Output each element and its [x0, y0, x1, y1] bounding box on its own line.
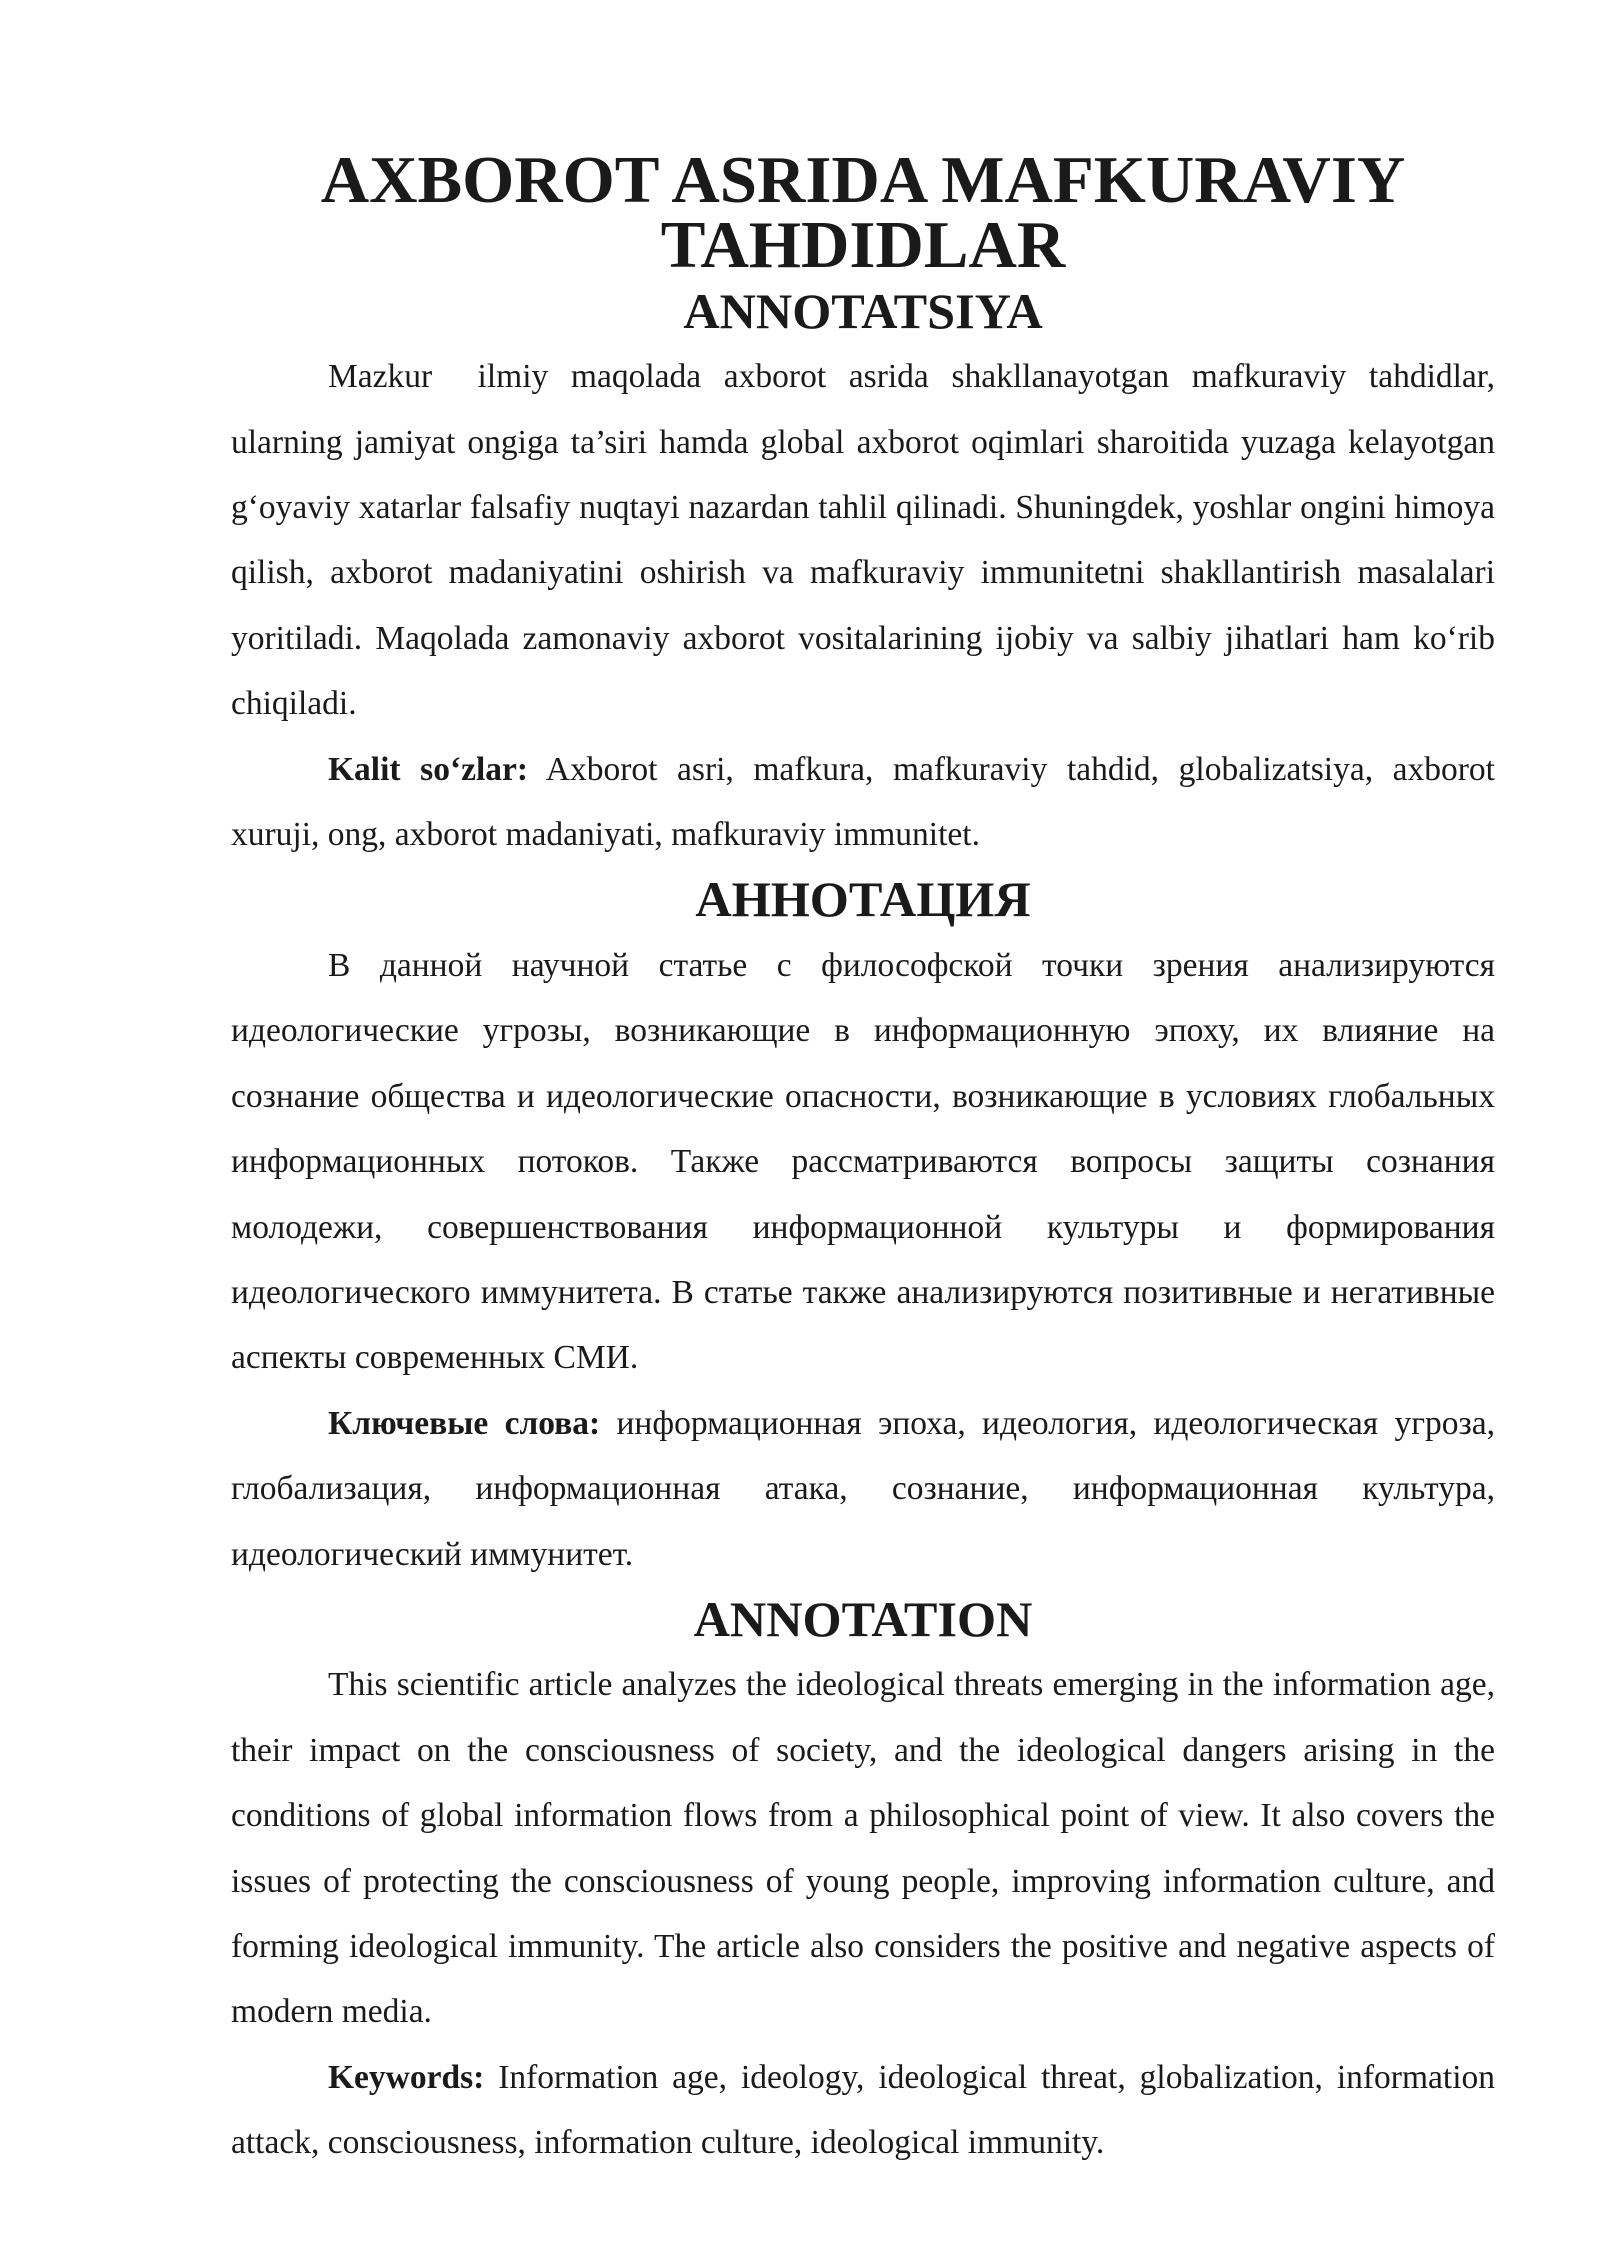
- keywords-label-en: Keywords:: [328, 2058, 485, 2096]
- keywords-text-en: Information age, ideology, ideological threat, globalization, information attack, consciousness, information culture, ideological immunity.: [231, 2058, 1495, 2162]
- keywords-text-ru: информационная эпоха, идеология, идеологическая угроза, глобализация, информационная атака, сознание, информационная культура, идеологический иммунитет.: [231, 1404, 1495, 1573]
- keywords-label-uz: Kalit so‘zlar:: [328, 750, 529, 788]
- keywords-label-ru: Ключевые слова:: [328, 1404, 601, 1442]
- english-annotation-section: [231, 1587, 1495, 2176]
- section-heading-uz: ANNOTATSIYA: [683, 282, 1043, 339]
- russian-annotation-section: [231, 867, 1495, 1586]
- section-heading-en: ANNOTATION: [693, 1590, 1033, 1647]
- abstract-en: This scientific article analyzes the ideological threats emerging in the information age, their impact on the consciousness of society, and the ideological dangers arising in the conditions of global information flows from a philosophical point of view. It also covers the issues of protecting the consciousness of young people, improving information culture, and forming ideological immunity. The article also considers the positive and negative aspects of modern media.: [231, 1666, 1495, 2031]
- keywords-uz: [231, 737, 1495, 868]
- uzbek-annotation-section: [231, 279, 1495, 868]
- keywords-en: [231, 2045, 1495, 2176]
- keywords-text-uz: Axborot asri, mafkura, mafkuraviy tahdid, globalizatsiya, axborot xuruji, ong, axborot madaniyati, mafkuraviy immunitet.: [231, 750, 1495, 854]
- document-page: [231, 143, 1495, 2176]
- abstract-ru: В данной научной статье с философской точки зрения анализируются идеологические угрозы, возникающие в информационную эпоху, их влияние на сознание общества и идеологические опасности, возникающие в условиях глобальных информационных потоков. Также рассматриваются вопросы защиты сознания молодежи, совершенствования информационной культуры и формирования идеологического иммунитета. В статье также анализируются позитивные и негативные аспекты современных СМИ.: [231, 946, 1495, 1377]
- section-heading-ru: АННОТАЦИЯ: [695, 871, 1031, 928]
- document-title: AXBOROT ASRIDA MAFKURAVIY TAHDIDLAR: [320, 143, 1406, 283]
- abstract-uz: Mazkur ilmiy maqolada axborot asrida shakllanayotgan mafkuraviy tahdidlar, ularning jamiyat ongiga ta’siri hamda global axborot oqimlari sharoitida yuzaga kelayotgan g‘oyaviy xatarlar falsafiy nuqtayi nazardan tahlil qilinadi. Shuningdek, yoshlar ongini himoya qilish, axborot madaniyatini oshirish va mafkuraviy immunitetni shakllantirish masalalari yoritiladi. Maqolada zamonaviy axborot vositalarining ijobiy va salbiy jihatlari ham ko‘rib chiqiladi.: [231, 358, 1495, 723]
- keywords-ru: [231, 1391, 1495, 1587]
